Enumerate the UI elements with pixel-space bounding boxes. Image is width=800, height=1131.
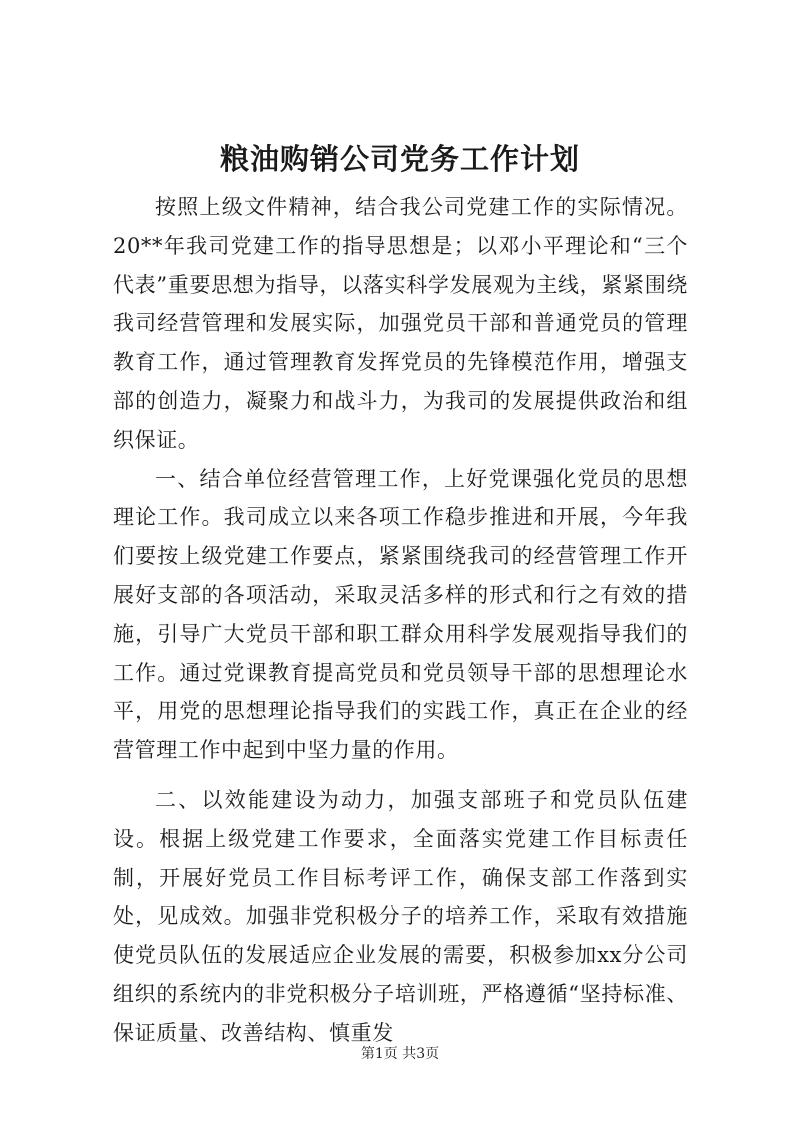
paragraph-intro: 按照上级文件精神，结合我公司党建工作的实际情况。20**年我司党建工作的指导思想是；以邓小平理论和“三个代表”重要思想为指导，以落实科学发展观为主线，紧紧围绕我司经营管理和发展实际，加强党员干部和普通党员的管理教育工作，通过管理教育发挥党员的先锋模范作用，增强支部的创造力，凝聚力和战斗力，为我司的发展提供政治和组织保证。 [113,195,688,452]
document-title: 粮油购销公司党务工作计划 [219,142,580,176]
document-body [113,188,688,1053]
page-footer: 第1页 共3页 [360,1046,440,1062]
paragraph-section-two: 二、以效能建设为动力，加强支部班子和党员队伍建设。根据上级党建工作要求，全面落实党建工作目标责任制，开展好党员工作目标考评工作，确保支部工作落到实处，见成效。加强非党积极分子的培养工作，采取有效措施使党员队伍的发展适应企业发展的需要，积极参加xx分公司组织的系统内的非党积极分子培训班，严格遵循“坚持标准、保证质量、改善结构、慎重发 [113,787,688,1045]
paragraph-section-one: 一、结合单位经营管理工作，上好党课强化党员的思想理论工作。我司成立以来各项工作稳步推进和开展，今年我们要按上级党建工作要点，紧紧围绕我司的经营管理工作开展好支部的各项活动，采取灵活多样的形式和行之有效的措施，引导广大党员干部和职工群众用科学发展观指导我们的工作。通过党课教育提高党员和党员领导干部的思想理论水平，用党的思想理论指导我们的实践工作，真正在企业的经营管理工作中起到中坚力量的作用。 [113,466,688,763]
